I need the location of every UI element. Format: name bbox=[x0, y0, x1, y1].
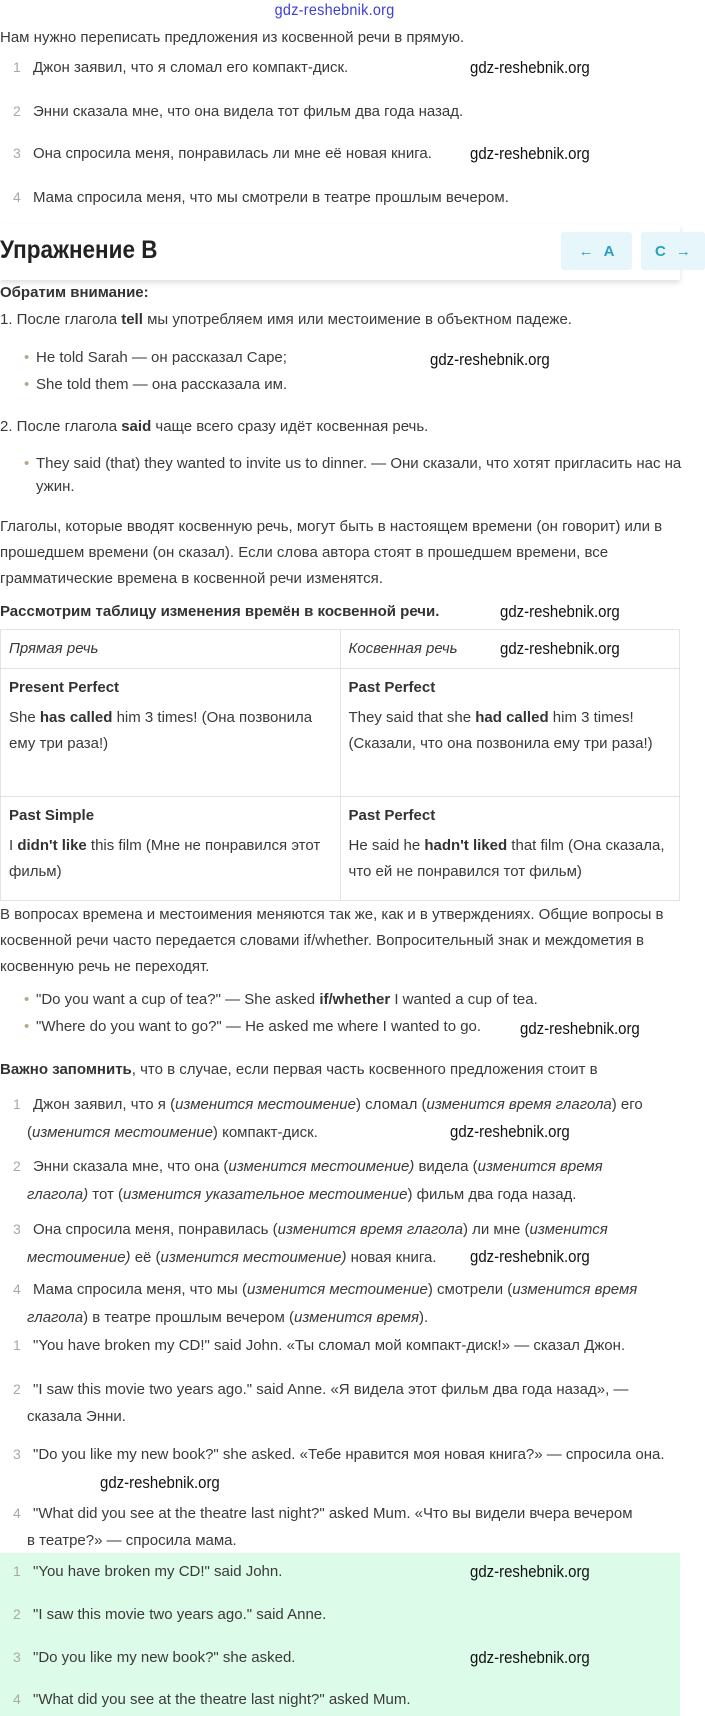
item-number: 3 bbox=[13, 145, 21, 161]
item-number: 2 bbox=[13, 103, 21, 119]
item-number: 4 bbox=[13, 1691, 21, 1707]
important-note bbox=[0, 1056, 676, 1083]
watermark: gdz-reshebnik.org bbox=[470, 144, 590, 163]
text-segment: Энни сказала мне, что она видела тот фильм два года назад. bbox=[33, 103, 464, 120]
text-segment: "What did you see at the theatre last night?" asked Mum. bbox=[33, 1691, 411, 1708]
watermark: gdz-reshebnik.org bbox=[470, 1562, 590, 1581]
item-number: 4 bbox=[13, 1505, 21, 1521]
table-cell bbox=[1, 669, 341, 797]
text-segment: "I saw this movie two years ago." said Anne. «Я видела этот фильм два года назад», — сказала Энни. bbox=[27, 1381, 629, 1425]
tense-name: Present Perfect bbox=[9, 679, 120, 696]
bullet-item bbox=[22, 988, 686, 1011]
text-segment: изменится местоимение) bbox=[228, 1158, 415, 1175]
annotated-item bbox=[0, 1152, 667, 1209]
item-number: 3 bbox=[13, 1649, 21, 1665]
text-segment: 1. После глагола bbox=[0, 311, 122, 328]
text-segment: Рассмотрим таблицу изменения времён в косвенной речи. bbox=[0, 603, 440, 620]
text-segment: её ( bbox=[130, 1249, 161, 1266]
bullet-item bbox=[22, 452, 686, 498]
text-segment: ) в театре прошлым вечером ( bbox=[83, 1309, 294, 1326]
text-segment: Мама спросила меня, что мы смотрели в театре прошлым вечером. bbox=[33, 189, 509, 206]
text-segment: He told Sarah — он рассказал Саре; bbox=[36, 349, 287, 366]
arrow-right-icon: → bbox=[675, 242, 691, 260]
item-number: 2 bbox=[13, 1606, 21, 1622]
text-segment: She told them — она рассказала им. bbox=[36, 376, 288, 393]
text-segment: изменится время глагола bbox=[426, 1096, 612, 1113]
item-number: 3 bbox=[13, 1221, 21, 1237]
text-segment: изменится время глагола bbox=[277, 1221, 463, 1238]
reported-item bbox=[0, 184, 677, 211]
watermark: gdz-reshebnik.org bbox=[430, 350, 550, 369]
text-segment: "Where do you want to go?" — He asked me where I wanted to go. bbox=[36, 1018, 482, 1035]
text-segment: изменится время глагола) bbox=[27, 1158, 603, 1203]
text-segment: тот ( bbox=[88, 1186, 123, 1203]
text-segment: изменится указательное местоимение bbox=[123, 1186, 408, 1203]
text-segment: "You have broken my CD!" said John. bbox=[33, 1563, 283, 1580]
text-segment: He said he bbox=[348, 837, 425, 854]
text-segment: видела ( bbox=[414, 1158, 478, 1175]
text-segment: "I saw this movie two years ago." said Anne. bbox=[33, 1606, 327, 1623]
text-segment: чаще всего сразу идёт косвенная речь. bbox=[151, 418, 429, 435]
text-segment: that film (Она сказала, что ей не понравился тот фильм) bbox=[348, 837, 665, 880]
text-segment: изменится местоимение) bbox=[27, 1221, 608, 1266]
text-segment: В вопросах времена и местоимения меняются так же, как и в утверждениях. Общие вопросы в косвенной речи часто передается словами if/whether. Вопросительный знак и междометия в косвенную речь не переходят. bbox=[0, 906, 664, 975]
text-segment: Важно запомнить bbox=[0, 1061, 132, 1078]
text-segment: tell bbox=[121, 311, 143, 328]
next-exercise-label: C bbox=[655, 242, 666, 260]
answer-item bbox=[0, 1686, 677, 1713]
text-segment: новая книга. bbox=[346, 1249, 437, 1266]
text-segment: hadn't liked bbox=[424, 837, 508, 854]
bullet-icon: • bbox=[24, 1018, 30, 1035]
questions-paragraph bbox=[0, 902, 678, 980]
example-text bbox=[9, 833, 332, 885]
note-heading bbox=[0, 282, 676, 304]
translated-item bbox=[0, 1376, 672, 1430]
translated-item bbox=[0, 1332, 679, 1359]
tense-name: Past Perfect bbox=[348, 679, 436, 696]
item-number: 1 bbox=[13, 1096, 21, 1112]
site-watermark-logo: gdz-reshebnik.org bbox=[274, 2, 395, 19]
rule-said bbox=[0, 413, 676, 440]
text-segment: him 3 times! (Она позвонила ему три раза!) bbox=[9, 709, 313, 752]
text-segment: has called bbox=[39, 709, 113, 726]
translated-item bbox=[0, 1440, 679, 1469]
text-segment: Обратим внимание: bbox=[0, 284, 149, 301]
intro-text bbox=[0, 24, 676, 51]
bullet-item bbox=[22, 373, 686, 396]
rule-tell bbox=[0, 306, 676, 333]
item-number: 4 bbox=[13, 1281, 21, 1297]
text-segment: I bbox=[9, 837, 18, 854]
text-segment: изменится местоимение) bbox=[160, 1249, 347, 1266]
text-segment: if/whether bbox=[319, 991, 391, 1008]
text-segment: "You have broken my CD!" said John. «Ты сломал мой компакт-диск!» — сказал Джон. bbox=[33, 1337, 626, 1354]
answer-item bbox=[0, 1601, 677, 1628]
bullet-icon: • bbox=[24, 455, 30, 472]
text-segment: "Do you like my new book?" she asked. bbox=[33, 1649, 296, 1666]
text-segment: Энни сказала мне, что она ( bbox=[33, 1158, 229, 1175]
text-segment: ) ли мне ( bbox=[462, 1221, 530, 1238]
answer-item bbox=[0, 1558, 677, 1585]
text-segment: They said that she bbox=[348, 709, 476, 726]
text-segment: ) компакт-диск. bbox=[212, 1124, 318, 1141]
text-segment: him 3 times! (Сказали, что она позвонила ему три раза!) bbox=[348, 709, 653, 752]
reported-item bbox=[0, 140, 677, 167]
annotated-item bbox=[0, 1090, 667, 1147]
text-segment: мы употребляем имя или местоимение в объектном падеже. bbox=[142, 311, 572, 328]
answer-item bbox=[0, 1644, 677, 1671]
example-text bbox=[349, 705, 672, 757]
watermark: gdz-reshebnik.org bbox=[520, 1019, 640, 1038]
exercise-title: Упражнение B bbox=[0, 236, 158, 264]
bullet-item bbox=[22, 1015, 686, 1038]
text-segment: ). bbox=[419, 1309, 429, 1326]
bullet-icon: • bbox=[24, 376, 30, 393]
table-header-direct: Прямая речь bbox=[1, 630, 341, 669]
text-segment: this film (Мне не понравился этот фильм) bbox=[9, 837, 321, 880]
text-segment: изменится время bbox=[293, 1309, 420, 1326]
text-segment: Джон заявил, что я ( bbox=[33, 1096, 176, 1113]
table-heading bbox=[0, 598, 676, 625]
text-segment: didn't like bbox=[17, 837, 87, 854]
item-number: 1 bbox=[13, 1337, 21, 1353]
bullet-item bbox=[22, 346, 686, 369]
watermark: gdz-reshebnik.org bbox=[500, 602, 620, 621]
text-segment: 2. После глагола bbox=[0, 418, 122, 435]
text-segment: Она спросила меня, понравилась ли мне её новая книга. bbox=[33, 145, 432, 162]
text-segment: изменится местоимение bbox=[175, 1096, 356, 1113]
text-segment: She bbox=[9, 709, 40, 726]
table-cell bbox=[340, 669, 680, 797]
text-segment: ) фильм два года назад. bbox=[407, 1186, 577, 1203]
tense-name: Past Simple bbox=[9, 807, 95, 824]
text-segment: "Do you like my new book?" she asked. «Тебе нравится моя новая книга?» — спросила она. bbox=[33, 1446, 665, 1463]
text-segment: , что в случае, если первая часть косвенного предложения стоит в bbox=[131, 1061, 598, 1078]
table-header-reported: Косвенная речь bbox=[340, 630, 680, 669]
table-cell bbox=[1, 797, 341, 901]
example-text bbox=[9, 705, 332, 757]
text-segment: Джон заявил, что я сломал его компакт-диск. bbox=[33, 59, 349, 76]
tense-table bbox=[0, 629, 680, 901]
text-segment: Мама спросила меня, что мы ( bbox=[33, 1281, 247, 1298]
item-number: 1 bbox=[13, 59, 21, 75]
text-segment: said bbox=[121, 418, 152, 435]
watermark: gdz-reshebnik.org bbox=[470, 1648, 590, 1667]
arrow-left-icon: ← bbox=[578, 242, 594, 260]
bullet-icon: • bbox=[24, 349, 30, 366]
text-segment: "What did you see at the theatre last night?" asked Mum. «Что вы видели вчера вечером в театре?» — спросила мама. bbox=[27, 1505, 633, 1549]
item-number: 2 bbox=[13, 1158, 21, 1174]
text-segment: "Do you want a cup of tea?" — She asked bbox=[36, 991, 320, 1008]
text-segment: Она спросила меня, понравилась ( bbox=[33, 1221, 278, 1238]
watermark: gdz-reshebnik.org bbox=[450, 1122, 570, 1141]
text-segment: ) его ( bbox=[27, 1096, 643, 1141]
reported-item bbox=[0, 54, 677, 81]
text-segment: Глаголы, которые вводят косвенную речь, могут быть в настоящем времени (он говорит) или в прошедшем времени (он сказал). Если слова автора стоят в прошедшем времени, все грамматические времена в косвенной речи изменятся. bbox=[0, 518, 663, 587]
text-segment: Нам нужно переписать предложения из косвенной речи в прямую. bbox=[0, 29, 465, 46]
text-segment: ) смотрели ( bbox=[427, 1281, 513, 1298]
next-exercise-button[interactable] bbox=[641, 232, 705, 270]
text-segment: ) сломал ( bbox=[356, 1096, 427, 1113]
text-segment: They said (that) they wanted to invite us to dinner. — Они сказали, что хотят пригласить нас на ужин. bbox=[36, 455, 682, 495]
text-segment: I wanted a cup of tea. bbox=[390, 991, 538, 1008]
table-cell bbox=[340, 797, 680, 901]
tense-name: Past Perfect bbox=[348, 807, 436, 824]
text-segment: had called bbox=[475, 709, 549, 726]
item-number: 2 bbox=[13, 1381, 21, 1397]
text-segment: изменится местоимение bbox=[32, 1124, 213, 1141]
watermark: gdz-reshebnik.org bbox=[470, 1247, 590, 1266]
prev-exercise-button[interactable] bbox=[561, 232, 632, 270]
watermark: gdz-reshebnik.org bbox=[470, 58, 590, 77]
bullet-icon: • bbox=[24, 991, 30, 1008]
watermark: gdz-reshebnik.org bbox=[100, 1473, 220, 1492]
exercise-header bbox=[0, 224, 691, 280]
watermark: gdz-reshebnik.org bbox=[500, 639, 620, 658]
item-number: 1 bbox=[13, 1563, 21, 1579]
item-number: 4 bbox=[13, 189, 21, 205]
tense-paragraph bbox=[0, 514, 678, 592]
example-text bbox=[349, 833, 672, 885]
prev-exercise-label: A bbox=[603, 242, 615, 260]
translated-item bbox=[0, 1500, 637, 1554]
reported-item bbox=[0, 98, 677, 125]
text-segment: изменится время глагола bbox=[27, 1281, 638, 1326]
annotated-item bbox=[0, 1275, 667, 1332]
item-number: 3 bbox=[13, 1446, 21, 1462]
text-segment: изменится местоимение bbox=[246, 1281, 428, 1298]
annotated-item bbox=[0, 1215, 667, 1272]
